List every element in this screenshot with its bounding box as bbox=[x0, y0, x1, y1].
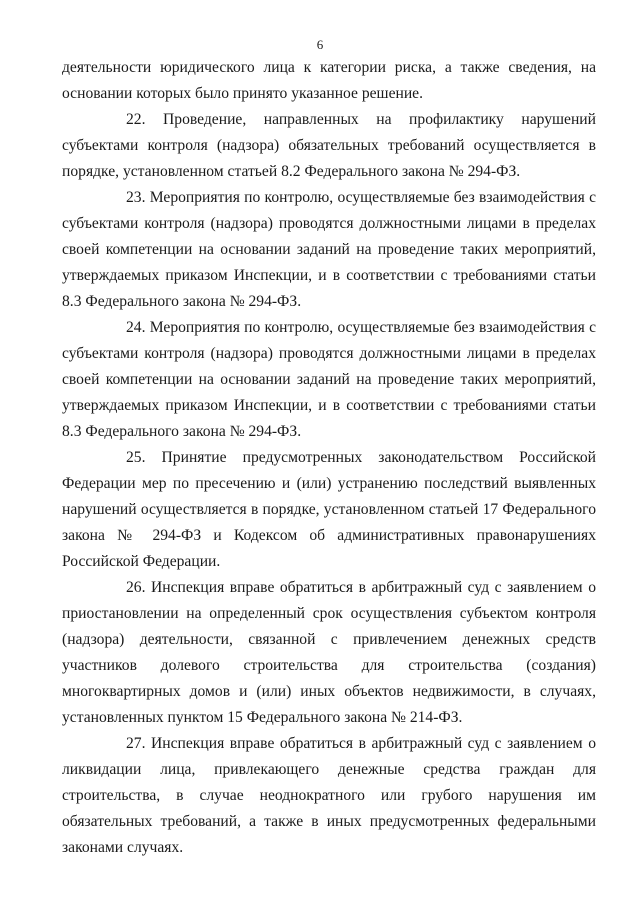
paragraph-22: 22. Проведение, направленных на профилактику нарушений субъектами контроля (надзора) обязательных требований осуществляется в порядке, установленном статьей 8.2 Федерального закона № 294-ФЗ. bbox=[62, 111, 596, 180]
paragraph-25: 25. Принятие предусмотренных законодательством Российской Федерации мер по пресечению и (или) устранению последствий выявленных нарушений осуществляется в порядке, установленном статьей 17 Федерального закона № 294-ФЗ и Кодексом об административных правонарушениях Российской Федерации. bbox=[62, 449, 596, 570]
page-number: 6 bbox=[316, 37, 324, 52]
paragraph-26: 26. Инспекция вправе обратиться в арбитражный суд с заявлением о приостановлении на определенный срок осуществления субъектом контроля (надзора) деятельности, связанной с привлечением денежных средств участников долевого строительства для строительства (создания) многоквартирных домов и (или) иных объектов недвижимости, в случаях, установленных пунктом 15 Федерального закона № 214-ФЗ. bbox=[62, 579, 596, 726]
document-body bbox=[62, 55, 596, 861]
paragraph-23: 23. Мероприятия по контролю, осуществляемые без взаимодействия с субъектами контроля (надзора) проводятся должностными лицами в пределах своей компетенции на основании заданий на проведение таких мероприятий, утверждаемых приказом Инспекции, и в соответствии с требованиями статьи 8.3 Федерального закона № 294-ФЗ. bbox=[62, 189, 596, 310]
paragraph-continuation: деятельности юридического лица к категории риска, а также сведения, на основании которых было принято указанное решение. bbox=[62, 59, 596, 102]
paragraph-27: 27. Инспекция вправе обратиться в арбитражный суд с заявлением о ликвидации лица, привлекающего денежные средства граждан для строительства, в случае неоднократного или грубого нарушения им обязательных требований, а также в иных предусмотренных федеральными законами случаях. bbox=[62, 735, 596, 856]
paragraph-24: 24. Мероприятия по контролю, осуществляемые без взаимодействия с субъектами контроля (надзора) проводятся должностными лицами в пределах своей компетенции на основании заданий на проведение таких мероприятий, утверждаемых приказом Инспекции, и в соответствии с требованиями статьи 8.3 Федерального закона № 294-ФЗ. bbox=[62, 319, 596, 440]
